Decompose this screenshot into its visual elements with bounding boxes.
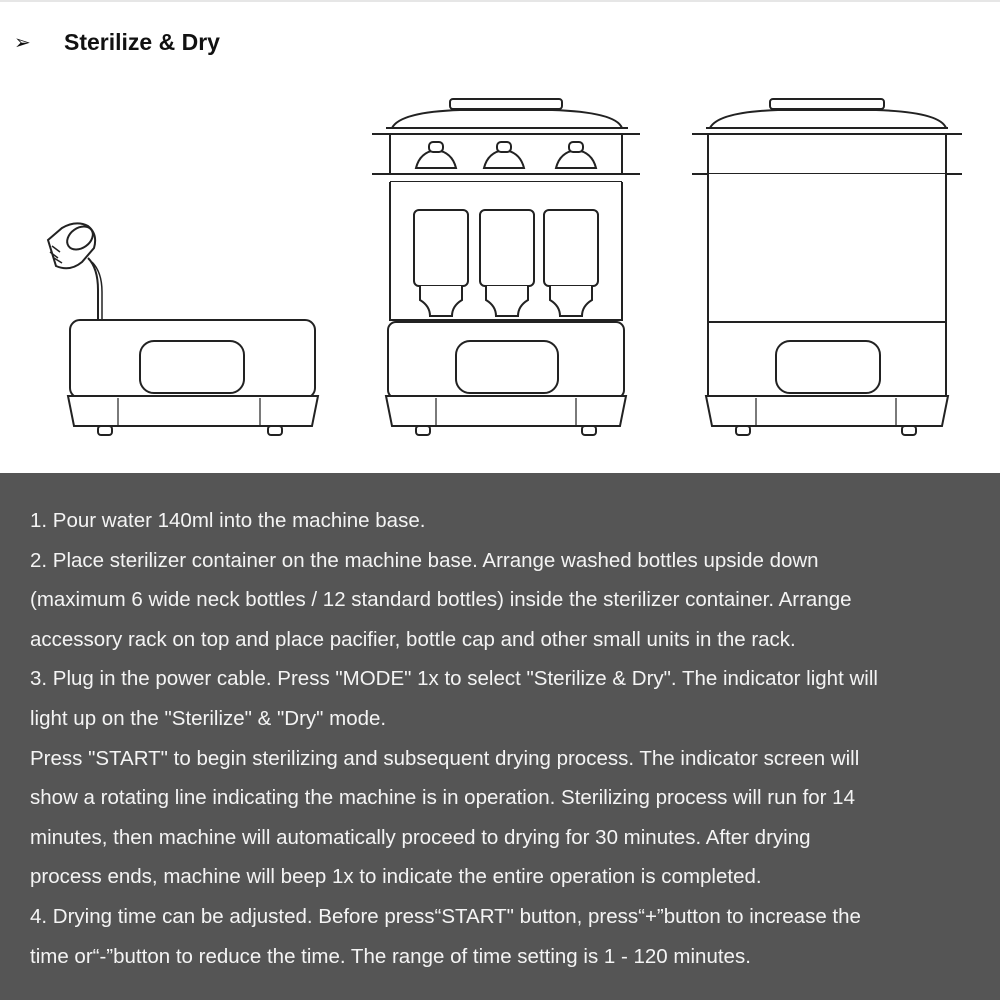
instruction-line: light up on the "Sterilize" & "Dry" mode. [30,706,387,730]
section-heading [14,26,220,58]
instruction-line: 1. Pour water 140ml into the machine base. [30,509,426,532]
top-rule [0,0,1000,2]
pacifier-rack [416,142,596,168]
instruction-steps [30,501,990,976]
section-title: Sterilize & Dry [64,28,220,55]
instruction-line: Press "START" to begin sterilizing and subsequent drying process. The indicator screen will [30,746,860,770]
instruction-line: accessory rack on top and place pacifier, bottle cap and other small units in the rack. [30,627,796,651]
arrowhead-bullet-icon: ➢ [14,30,31,54]
machine-base-with-water-pour [48,222,318,435]
instruction-line: 4. Drying time can be adjusted. Before press“START" button, press“+”button to increase the [30,904,861,928]
instruction-line: show a rotating line indicating the machine is in operation. Sterilizing process will run for 14 [30,786,855,810]
instruction-line: minutes, then machine will automatically proceed to drying for 30 minutes. After drying [30,825,811,849]
instruction-line: time or“-”button to reduce the time. The range of time setting is 1 - 120 minutes. [30,944,751,968]
instruction-line: process ends, machine will beep 1x to indicate the entire operation is completed. [30,865,762,889]
sterilizer-illustration [0,80,1000,460]
instruction-line: 3. Plug in the power cable. Press "MODE" 1x to select "Sterilize & Dry". The indicator light will [30,667,878,691]
sterilizer-open-with-bottles [372,99,640,435]
bottles-upside-down [414,210,598,316]
sterilizer-closed [692,99,962,435]
instructions-panel [0,473,1000,1000]
instruction-line: (maximum 6 wide neck bottles / 12 standard bottles) inside the sterilizer container. Arrange [30,588,852,612]
instruction-line: 2. Place sterilizer container on the machine base. Arrange washed bottles upside down [30,548,819,572]
